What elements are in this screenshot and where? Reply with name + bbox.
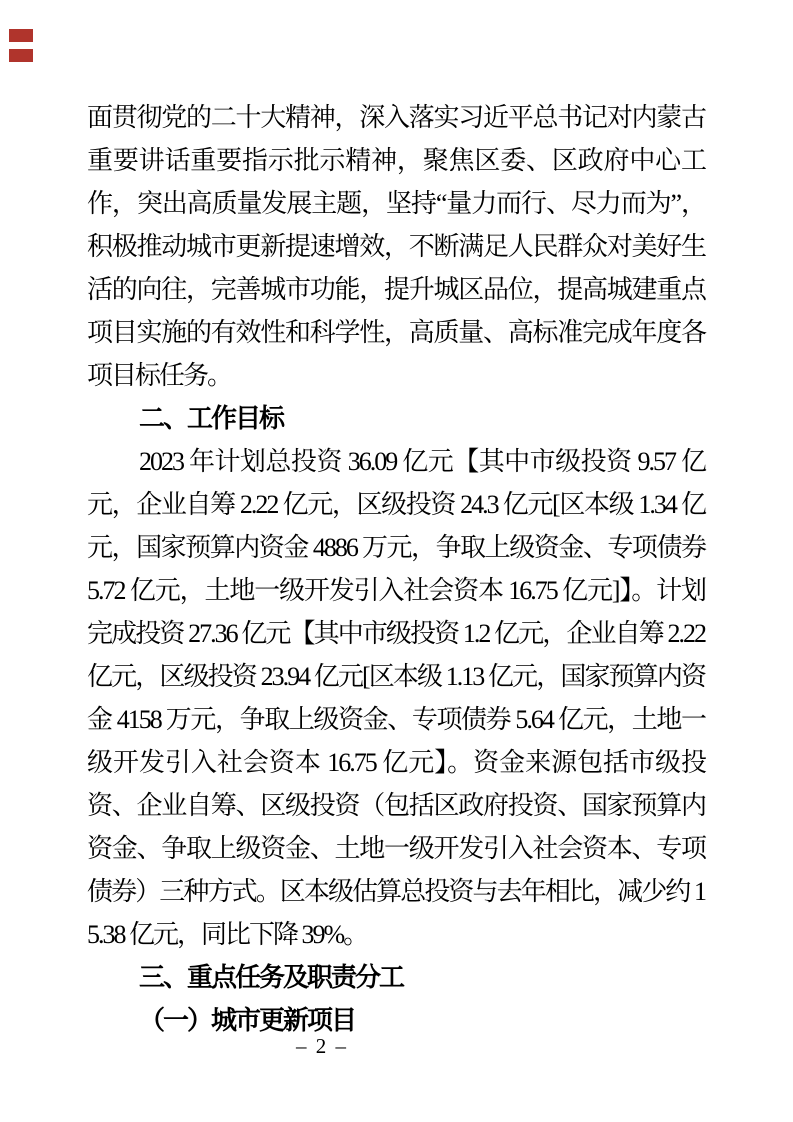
page-number: – 2 –: [296, 1034, 348, 1058]
section-heading-key-tasks: 三、重点任务及职责分工: [139, 962, 404, 992]
subsection-heading-urban-renewal: （一）城市更新项目: [139, 1005, 356, 1035]
red-mark: [9, 29, 33, 42]
section-heading-work-goals: 二、工作目标: [139, 403, 284, 433]
document-body: [87, 96, 705, 1042]
body-paragraph-continuation: 面贯彻党的二十大精神，深入落实习近平总书记对内蒙古重要讲话重要指示批示精神，聚焦区委、区政府中心工作，突出高质量发展主题，坚持“量力而行、尽力而为”，积极推动城市更新提速增效，不断满足人民群众对美好生活的向往，完善城市功能，提升城区品位，提高城建重点项目实施的有效性和科学性，高质量、高标准完成年度各项目标任务。: [87, 103, 705, 390]
body-paragraph-investment: 2023 年计划总投资 36.09 亿元【其中市级投资 9.57 亿元，企业自筹 2.22 亿元，区级投资 24.3 亿元[区本级 1.34 亿元，国家预算内资金 4886 万元，争取上级资金、专项债券 5.72 亿元，土地一级开发引入社会资本 16.75 亿元]】。计划完成投资 27.36 亿元【其中市级投资 1.2 亿元，企业自筹 2.22 亿元，区级投资 23.94 亿元[区本级 1.13 亿元，国家预算内资金 4158 万元，争取上级资金、专项债券 5.64 亿元，土地一级开发引入社会资本 16.75 亿元】。资金来源包括市级投资、企业自筹、区级投资（包括区政府投资、国家预算内资金、争取上级资金、土地一级开发引入社会资本、专项债券）三种方式。区本级估算总投资与去年相比，减少约 15.38 亿元，同比下降 39%。: [87, 447, 705, 949]
red-mark: [9, 49, 33, 62]
scan-artifact-marks: [9, 29, 33, 69]
